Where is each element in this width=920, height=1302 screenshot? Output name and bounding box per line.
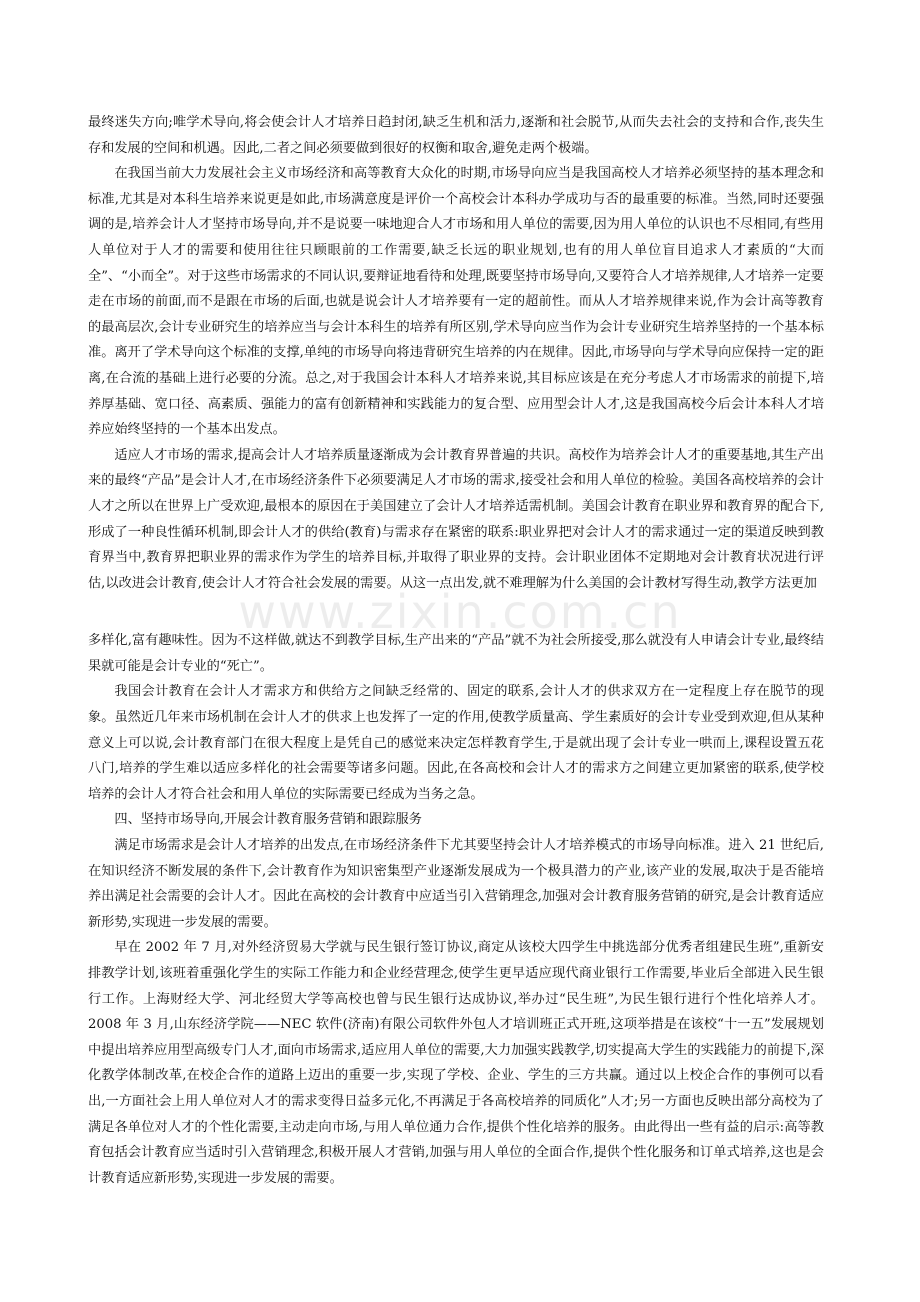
- paragraph-market-demand: 满足市场需求是会计人才培养的出发点,在市场经济条件下尤其要坚持会计人才培养模式的市场导向标准。进入 21 世纪后,在知识经济不断发展的条件下,会计教育作为知识密集型产业逐渐发展成为一个极具潜力的产业,该产业的发展,取决于是否能培养出满足社会需要的会计人才。因此在高校的会计教育中应适当引入营销理念,加强对会计教育服务营销的研究,是会计教育适应新形势,实现进一步发展的需要。: [88, 838, 824, 930]
- page-gap: [88, 596, 824, 628]
- paragraph-continuation-lower: 多样化,富有趣味性。因为不这样做,就达不到教学目标,生产出来的“产品”就不为社会所接受,那么就没有人申请会计专业,最终结果就可能是会计专业的“死亡”。: [88, 633, 824, 674]
- document-page: [88, 110, 824, 1191]
- paragraph-us-accounting-education: 适应人才市场的需求,提高会计人才培养质量逐渐成为会计教育界普遍的共识。高校作为培养会计人才的重要基地,其生产出来的最终“产品”是会计人才,在市场经济条件下必须要满足人才市场的需求,接受社会和用人单位的检验。美国各高校培养的会计人才之所以在世界上广受欢迎,最根本的原因在于美国建立了会计人才培养适需机制。美国会计教育在职业界和教育界的配合下,形成了一种良性循环机制,即会计人才的供给(教育)与需求存在紧密的联系:职业界把对会计人才的需求通过一定的渠道反映到教育界当中,教育界把职业界的需求作为学生的培养目标,并取得了职业界的支持。会计职业团体不定期地对会计教育状况进行评估,以改进会计教育,使会计人才符合社会发展的需要。从这一点出发,就不难理解为什么美国的会计教材写得生动,教学方法更加: [88, 447, 824, 591]
- paragraph-market-orientation: 在我国当前大力发展社会主义市场经济和高等教育大众化的时期,市场导向应当是我国高校人才培养必须坚持的基本理念和标准,尤其是对本科生培养来说更是如此,市场满意度是评价一个高校会计本科办学成功与否的最重要的标准。当然,同时还要强调的是,培养会计人才坚持市场导向,并不是说要一味地迎合人才市场和用人单位的需要,因为用人单位的认识也不尽相同,有些用人单位对于人才的需要和使用往往只顾眼前的工作需要,缺乏长远的职业规划,也有的用人单位盲目追求人才素质的“大而全”、“小而全”。对于这些市场需求的不同认识,要辩证地看待和处理,既要坚持市场导向,又要符合人才培养规律,人才培养一定要走在市场的前面,而不是跟在市场的后面,也就是说会计人才培养要有一定的超前性。而从人才培养规律来说,作为会计高等教育的最高层次,会计专业研究生的培养应当与会计本科生的培养有所区别,学术导向应当作为会计专业研究生培养坚持的一个基本标准。离开了学术导向这个标准的支撑,单纯的市场导向将违背研究生培养的内在规律。因此,市场导向与学术导向应保持一定的距离,在合流的基础上进行必要的分流。总之,对于我国会计本科人才培养来说,其目标应该是在充分考虑人才市场需求的前提下,培养厚基础、宽口径、高素质、强能力的富有创新精神和实践能力的复合型、应用型会计人才,这是我国高校今后会计本科人才培养应始终坚持的一个基本出发点。: [88, 166, 824, 438]
- paragraph-continuation: 最终迷失方向;唯学术导向,将会使会计人才培养日趋封闭,缺乏生机和活力,逐渐和社会脱节,从而失去社会的支持和合作,丧失生存和发展的空间和机遇。因此,二者之间必须要做到很好的权衡和取舍,避免走两个极端。: [88, 115, 824, 156]
- watermark: www.zixin.com.cn: [238, 585, 682, 639]
- paragraph-case-examples: 早在 2002 年 7 月,对外经济贸易大学就与民生银行签订协议,商定从该校大四学生中挑选部分优秀者组建民生班”,重新安排教学计划,该班着重强化学生的实际工作能力和企业经营理念,使学生更早适应现代商业银行工作需要,毕业后全部进入民生银行工作。上海财经大学、河北经贸大学等高校也曾与民生银行达成协议,举办过“民生班”,为民生银行进行个性化培养人才。2008 年 3 月,山东经济学院——NEC 软件(济南)有限公司软件外包人才培训班正式开班,这项举措是在该校“十一五”发展规划中提出培养应用型高级专门人才,面向市场需求,适应用人单位的需要,大力加强实践教学,切实提高大学生的实践能力的前提下,深化教学体制改革,在校企合作的道路上迈出的重要一步,实现了学校、企业、学生的三方共赢。通过以上校企合作的事例可以看出,一方面社会上用人单位对人才的需求变得日益多元化,不再满足于各高校培养的同质化”人才;另一方面也反映出部分高校为了满足各单位对人才的个性化需要,主动走向市场,与用人单位通力合作,提供个性化培养的服务。由此得出一些有益的启示:高等教育包括会计教育应当适时引入营销理念,积极开展人才营销,加强与用人单位的全面合作,提供个性化服务和订单式培养,这也是会计教育适应新形势,实现进一步发展的需要。: [88, 940, 824, 1186]
- text-block-lower: [88, 628, 824, 1191]
- paragraph-china-accounting-education: 我国会计教育在会计人才需求方和供给方之间缺乏经常的、固定的联系,会计人才的供求双方在一定程度上存在脱节的现象。虽然近几年来市场机制在会计人才的供求上也发挥了一定的作用,使教学质量高、学生素质好的会计专业受到欢迎,但从某种意义上可以说,会计教育部门在很大程度上是凭自己的感觉来决定怎样教育学生,于是就出现了会计专业一哄而上,课程设置五花八门,培养的学生难以适应多样化的社会需要等诸多问题。因此,在各高校和会计人才的需求方之间建立更加紧密的联系,使学校培养的会计人才符合社会和用人单位的实际需要已经成为当务之急。: [88, 684, 824, 802]
- section-heading: 四、坚持市场导向,开展会计教育服务营销和跟踪服务: [114, 812, 422, 828]
- text-block-upper: [88, 110, 824, 596]
